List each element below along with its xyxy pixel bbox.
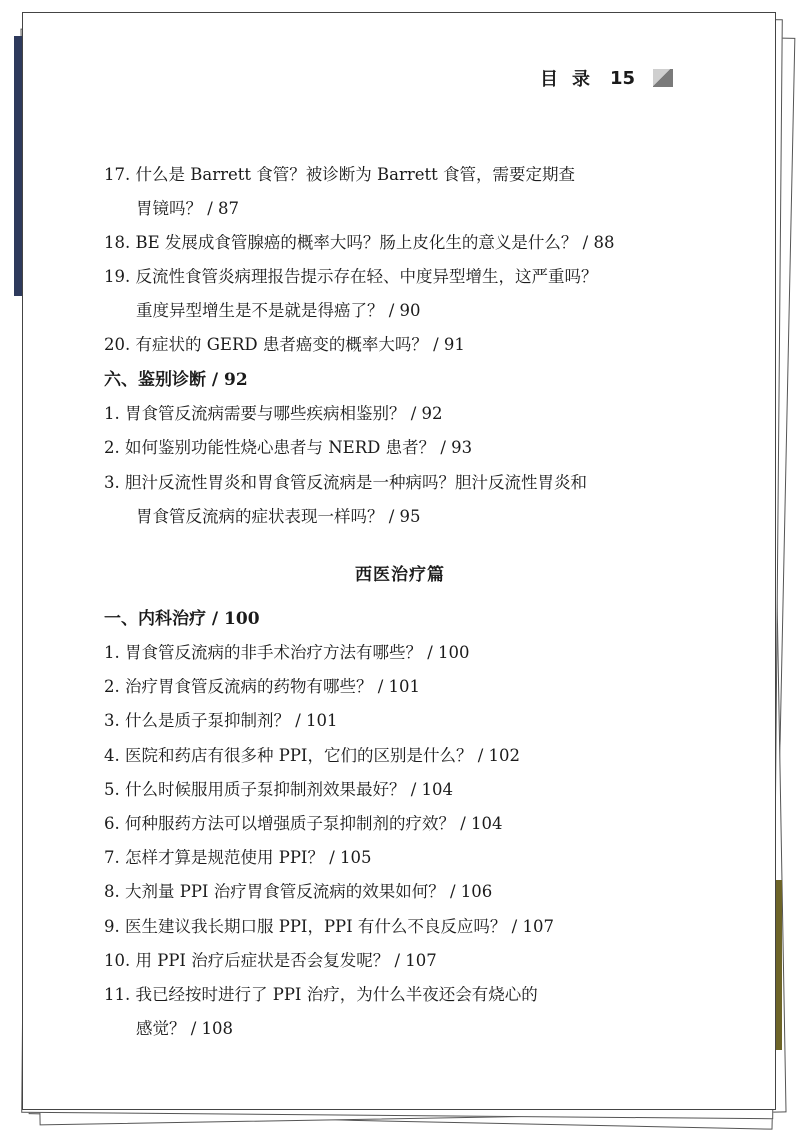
toc-entry[interactable]: 17. 什么是 Barrett 食管？被诊断为 Barrett 食管，需要定期查 — [104, 165, 575, 184]
toc-entry-continuation[interactable]: 胃镜吗？ / 87 — [136, 199, 240, 218]
toc-entry[interactable]: 2. 治疗胃食管反流病的药物有哪些？ / 101 — [104, 677, 421, 696]
toc-entry-continuation[interactable]: 重度异型增生是不是就是得癌了？ / 90 — [136, 301, 421, 320]
toc-entry[interactable]: 8. 大剂量 PPI 治疗胃食管反流病的效果如何？ / 106 — [104, 882, 493, 901]
toc-entry-continuation[interactable]: 胃食管反流病的症状表现一样吗？ / 95 — [136, 507, 421, 526]
toc-entry-continuation[interactable]: 感觉？ / 108 — [136, 1019, 234, 1038]
toc-entry[interactable]: 19. 反流性食管炎病理报告提示存在轻、中度异型增生，这严重吗？ — [104, 267, 598, 286]
toc-entry[interactable]: 7. 怎样才算是规范使用 PPI？ / 105 — [104, 848, 372, 867]
toc-entry[interactable]: 2. 如何鉴别功能性烧心患者与 NERD 患者？ / 93 — [104, 438, 473, 457]
corner-mark-icon — [653, 69, 673, 87]
section-heading-medical-treatment[interactable]: 一、内科治疗 / 100 — [104, 609, 260, 629]
toc-entry[interactable]: 3. 胆汁反流性胃炎和胃食管反流病是一种病吗？胆汁反流性胃炎和 — [104, 473, 587, 492]
toc-entry[interactable]: 6. 何种服药方法可以增强质子泵抑制剂的疗效？ / 104 — [104, 814, 503, 833]
toc-entry[interactable]: 10. 用 PPI 治疗后症状是否会复发呢？ / 107 — [104, 951, 437, 970]
toc-entry[interactable]: 1. 胃食管反流病需要与哪些疾病相鉴别？ / 92 — [104, 404, 443, 423]
toc-entry[interactable]: 20. 有症状的 GERD 患者癌变的概率大吗？ / 91 — [104, 335, 465, 354]
toc-entry[interactable]: 5. 什么时候服用质子泵抑制剂效果最好？ / 104 — [104, 780, 454, 799]
toc-entry[interactable]: 9. 医生建议我长期口服 PPI，PPI 有什么不良反应吗？ / 107 — [104, 917, 554, 936]
toc-entry[interactable]: 4. 医院和药店有很多种 PPI，它们的区别是什么？ / 102 — [104, 746, 520, 765]
toc-entry[interactable]: 18. BE 发展成食管腺癌的概率大吗？肠上皮化生的意义是什么？ / 88 — [104, 233, 615, 252]
header-title: 目录 — [540, 69, 604, 90]
header-page-number: 15 — [610, 67, 636, 89]
toc-entry[interactable]: 1. 胃食管反流病的非手术治疗方法有哪些？ / 100 — [104, 643, 470, 662]
toc-entry[interactable]: 11. 我已经按时进行了 PPI 治疗，为什么半夜还会有烧心的 — [104, 985, 538, 1004]
section-heading-differential-diagnosis[interactable]: 六、鉴别诊断 / 92 — [104, 370, 248, 390]
running-header — [540, 67, 673, 89]
part-title: 西医治疗篇 — [355, 565, 445, 585]
toc-entry[interactable]: 3. 什么是质子泵抑制剂？ / 101 — [104, 711, 338, 730]
